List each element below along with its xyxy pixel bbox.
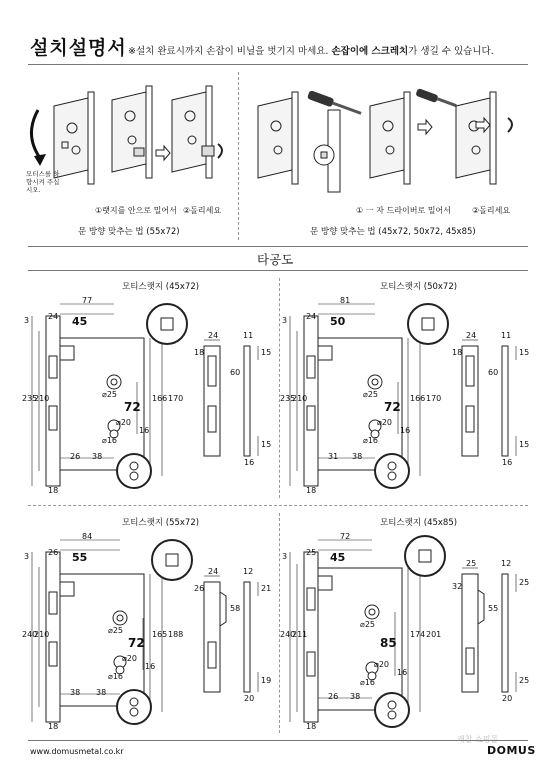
quadrant-divider-middle: [28, 505, 528, 506]
footer-divider: [28, 740, 528, 741]
dim-label: 188: [168, 630, 184, 639]
dim-label: 38: [70, 688, 81, 697]
dim-label: 16: [502, 458, 513, 467]
dim-label: ⌀16: [360, 678, 375, 687]
dim-label: 174: [410, 630, 426, 639]
dim-label: 24: [48, 312, 59, 321]
dim-label: 24: [306, 312, 317, 321]
dim-label: 81: [340, 296, 351, 305]
dim-label: 26: [70, 452, 81, 461]
dim-label: 235: [22, 394, 38, 403]
dim-label: 3: [282, 552, 288, 561]
dim-label: 38: [350, 692, 361, 701]
dim-label: 210: [292, 394, 308, 403]
dim-label: 240: [280, 630, 296, 639]
dim-label: 20: [244, 694, 255, 703]
dim-label: 20: [502, 694, 513, 703]
backset-value: 45: [330, 551, 346, 564]
dim-label: 18: [452, 348, 463, 357]
mortise-diagram-drawing: [22, 276, 277, 501]
dim-label: 38: [352, 452, 363, 461]
dim-label: 12: [243, 567, 254, 576]
diagram-55x72: [22, 512, 277, 737]
dim-label: 60: [488, 368, 499, 377]
dim-label: 38: [96, 688, 107, 697]
dim-label: 170: [426, 394, 442, 403]
dim-label: 166: [410, 394, 426, 403]
dim-label: 24: [208, 331, 219, 340]
dim-label: 77: [82, 296, 93, 305]
dim-label: 210: [34, 394, 50, 403]
mortise-diagram-drawing: [280, 276, 535, 501]
dim-label: 18: [306, 722, 317, 731]
dim-label: 18: [194, 348, 205, 357]
dim-label: 11: [501, 331, 512, 340]
center-distance-value: 72: [384, 400, 401, 414]
dim-label: 16: [397, 668, 408, 677]
diagram-45x72: [22, 276, 277, 501]
dim-label: 25: [306, 548, 317, 557]
backset-value: 50: [330, 315, 346, 328]
dim-label: 15: [261, 440, 272, 449]
diagram-title: 모티스랫지 (55x72): [122, 518, 200, 528]
dim-label: 18: [48, 722, 59, 731]
left-side-note: 모티스를 하향시켜 주십시오.: [26, 170, 60, 194]
dim-label: 15: [261, 348, 272, 357]
dim-label: 165: [152, 630, 168, 639]
dim-label: 26: [194, 584, 205, 593]
center-distance-value: 72: [124, 400, 141, 414]
dim-label: 26: [328, 692, 339, 701]
dim-label: 18: [48, 486, 59, 495]
section-divider-top: [28, 246, 528, 247]
dim-label: 16: [139, 426, 150, 435]
dim-label: ⌀16: [102, 436, 117, 445]
dim-label: 55: [488, 604, 499, 613]
diagram-title: 모티스랫지 (45x72): [122, 282, 200, 292]
right-caption: 문 방향 맞추는 법 (45x72, 50x72, 45x85): [310, 227, 476, 237]
backset-value: 55: [72, 551, 88, 564]
dim-label: 166: [152, 394, 168, 403]
dim-label: ⌀25: [102, 390, 117, 399]
dim-label: 15: [519, 348, 530, 357]
dim-label: 21: [261, 584, 272, 593]
dim-label: 38: [92, 452, 103, 461]
dim-label: 211: [292, 630, 308, 639]
section-divider-bottom: [28, 270, 528, 271]
dim-label: 11: [243, 331, 254, 340]
left-step1: ①랫지를 안으로 밀어서: [95, 206, 177, 215]
dim-label: 15: [519, 440, 530, 449]
dim-label: 240: [22, 630, 38, 639]
dim-label: 3: [24, 316, 30, 325]
dim-label: 210: [34, 630, 50, 639]
center-distance-value: 85: [380, 636, 397, 650]
left-step2: ②돌리세요: [183, 206, 222, 215]
dim-label: ⌀16: [108, 672, 123, 681]
dim-label: 16: [145, 662, 156, 671]
dim-label: ⌀20: [116, 418, 131, 427]
dim-label: 19: [261, 676, 272, 685]
header-divider: [28, 64, 528, 65]
dim-label: 201: [426, 630, 442, 639]
dim-label: 16: [244, 458, 255, 467]
diagram-title: 모티스랫지 (50x72): [380, 282, 458, 292]
dim-label: 60: [230, 368, 241, 377]
dim-label: ⌀20: [374, 660, 389, 669]
dim-label: 18: [306, 486, 317, 495]
install-warning-note: ※설치 완료시까지 손잡이 비닐을 벗기지 마세요. 손잡이에 스크레치가 생길 수 있습니다.: [128, 46, 494, 57]
mortise-diagram-drawing: [22, 512, 277, 737]
center-distance-value: 72: [128, 636, 145, 650]
left-caption: 문 방향 맞추는 법 (55x72): [78, 227, 180, 237]
dim-label: ⌀25: [363, 390, 378, 399]
diagram-title: 모티스랫지 (45x85): [380, 518, 458, 528]
dim-label: 32: [452, 582, 463, 591]
dim-label: 72: [340, 532, 351, 541]
dim-label: ⌀25: [108, 626, 123, 635]
website-url: www.domusmetal.co.kr: [30, 747, 124, 756]
diagram-45x85: [280, 512, 535, 737]
dim-label: 25: [519, 676, 530, 685]
dim-label: 25: [466, 559, 477, 568]
diagram-50x72: [280, 276, 535, 501]
dim-label: 3: [24, 552, 30, 561]
right-install-illustration: [250, 80, 530, 205]
dim-label: 16: [400, 426, 411, 435]
dim-label: 26: [48, 548, 59, 557]
dim-label: 31: [328, 452, 339, 461]
dim-label: 3: [282, 316, 288, 325]
page-title: 설치설명서: [30, 37, 127, 59]
dim-label: ⌀20: [377, 418, 392, 427]
dim-label: 24: [466, 331, 477, 340]
right-step1: ① 一 자 드라이버로 밀어서: [356, 206, 451, 215]
dim-label: 24: [208, 567, 219, 576]
install-divider: [238, 72, 239, 240]
dim-label: ⌀25: [360, 620, 375, 629]
dim-label: 170: [168, 394, 184, 403]
dim-label: 235: [280, 394, 296, 403]
right-step2: ②돌리세요: [472, 206, 511, 215]
dim-label: 12: [501, 559, 512, 568]
backset-value: 45: [72, 315, 88, 328]
dim-label: 58: [230, 604, 241, 613]
dim-label: ⌀16: [363, 436, 378, 445]
brand-logo: DOMUS: [487, 744, 536, 757]
dim-label: 84: [82, 532, 93, 541]
dim-label: ⌀20: [122, 654, 137, 663]
mortise-diagram-drawing: [280, 512, 535, 737]
section-title: 타공도: [257, 252, 294, 267]
dim-label: 25: [519, 578, 530, 587]
